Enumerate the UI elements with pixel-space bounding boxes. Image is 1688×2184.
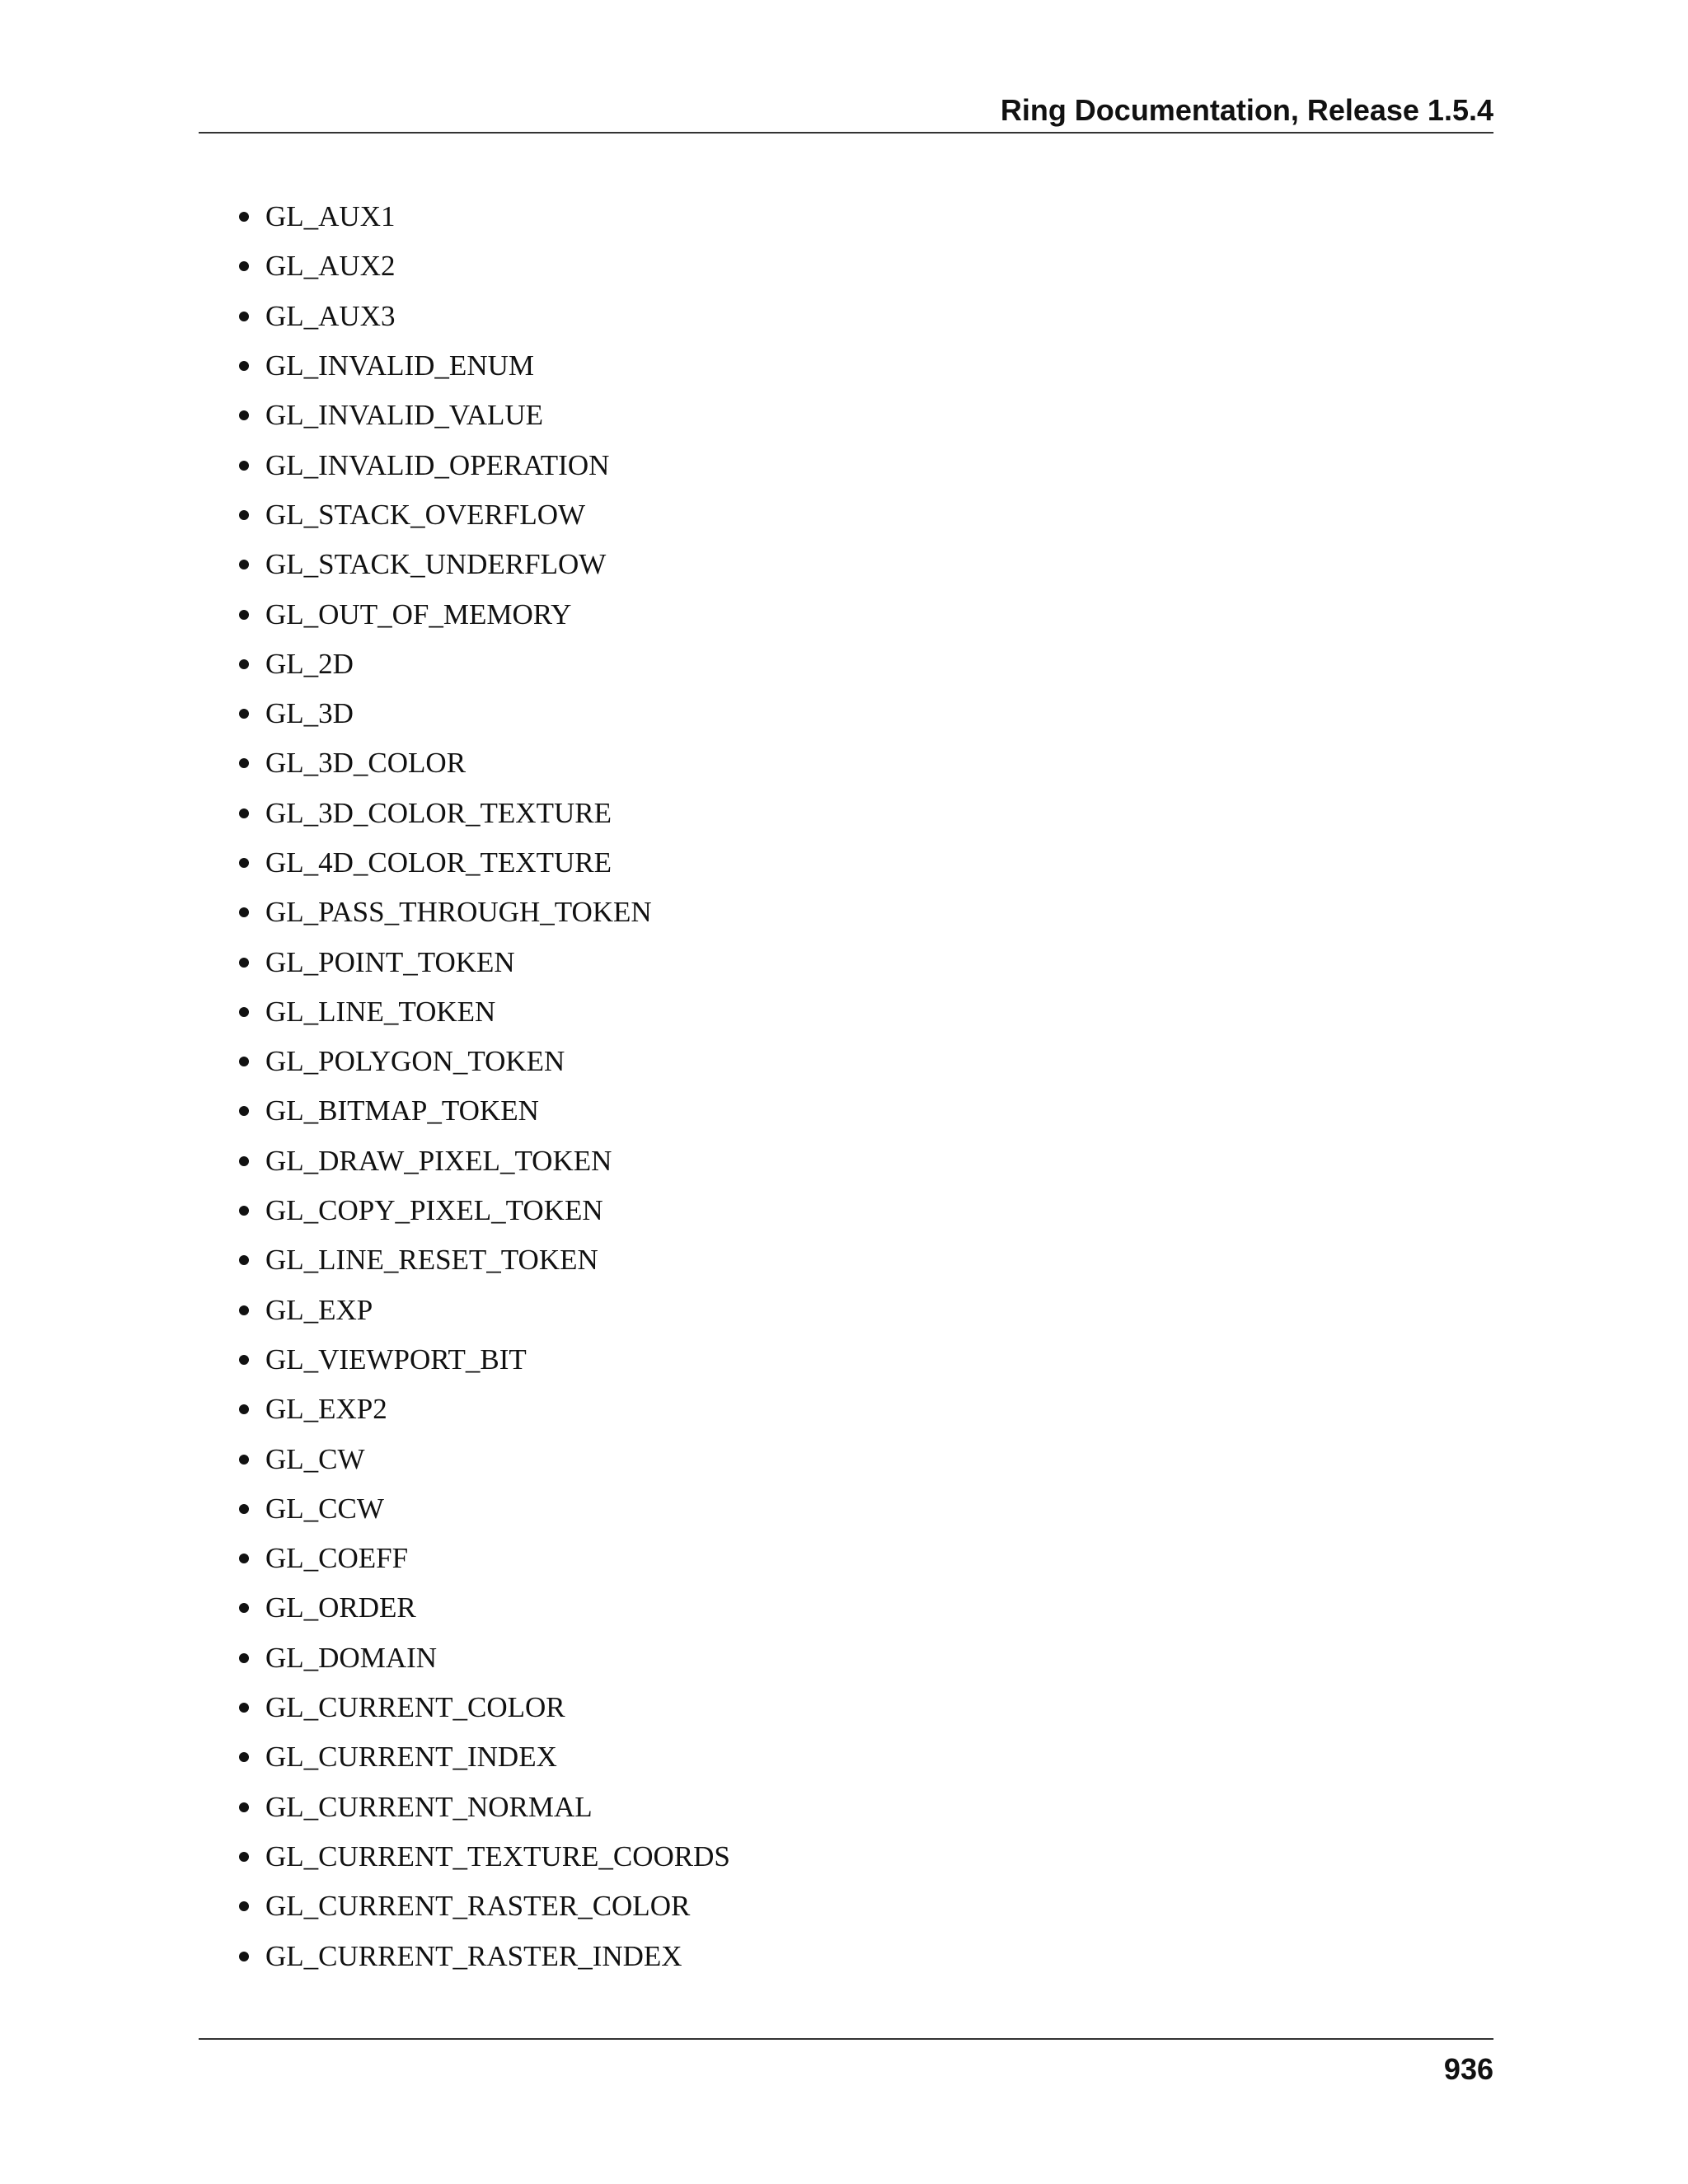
bullet-icon xyxy=(239,1404,249,1414)
bullet-icon xyxy=(239,709,249,719)
bullet-icon xyxy=(239,1156,249,1166)
constant-name: GL_ORDER xyxy=(265,1591,416,1624)
constant-name: GL_POINT_TOKEN xyxy=(265,945,515,978)
bullet-icon xyxy=(239,1355,249,1365)
constant-name: GL_STACK_OVERFLOW xyxy=(265,498,586,531)
list-item xyxy=(239,738,730,788)
list-item xyxy=(239,937,730,987)
list-item xyxy=(239,1882,730,1931)
list-item xyxy=(239,1534,730,1583)
constant-name: GL_AUX2 xyxy=(265,250,396,283)
constant-name: GL_2D xyxy=(265,647,354,680)
bullet-icon xyxy=(239,1057,249,1066)
bullet-icon xyxy=(239,361,249,371)
bullet-icon xyxy=(239,958,249,968)
bullet-icon xyxy=(239,461,249,471)
bullet-icon xyxy=(239,1703,249,1713)
constant-name: GL_COEFF xyxy=(265,1542,409,1575)
constant-name: GL_LINE_RESET_TOKEN xyxy=(265,1244,598,1277)
list-item xyxy=(239,1086,730,1136)
list-item xyxy=(239,292,730,341)
list-item xyxy=(239,1137,730,1186)
bullet-icon xyxy=(239,1305,249,1315)
constant-name: GL_3D_COLOR_TEXTURE xyxy=(265,796,612,829)
bullet-icon xyxy=(239,560,249,569)
list-item xyxy=(239,540,730,589)
bullet-icon xyxy=(239,858,249,868)
list-item xyxy=(239,1832,730,1882)
bullet-icon xyxy=(239,1504,249,1514)
constant-name: GL_3D_COLOR xyxy=(265,747,467,780)
constant-name: GL_COPY_PIXEL_TOKEN xyxy=(265,1194,603,1227)
list-item xyxy=(239,241,730,291)
list-item xyxy=(239,1484,730,1534)
list-item xyxy=(239,1434,730,1483)
list-item xyxy=(239,640,730,689)
constant-name: GL_3D xyxy=(265,697,354,730)
list-item xyxy=(239,789,730,838)
list-item xyxy=(239,1732,730,1782)
list-item xyxy=(239,589,730,639)
constant-name: GL_CURRENT_INDEX xyxy=(265,1741,557,1774)
bullet-icon xyxy=(239,1802,249,1812)
constant-name: GL_INVALID_ENUM xyxy=(265,349,534,382)
list-item xyxy=(239,341,730,391)
bullet-icon xyxy=(239,1653,249,1663)
bullet-icon xyxy=(239,659,249,669)
constant-name: GL_AUX3 xyxy=(265,299,396,332)
list-item xyxy=(239,987,730,1037)
constant-name: GL_CURRENT_COLOR xyxy=(265,1691,565,1724)
constant-name: GL_CURRENT_NORMAL xyxy=(265,1790,593,1823)
bullet-icon xyxy=(239,1255,249,1265)
constant-name: GL_OUT_OF_MEMORY xyxy=(265,598,572,630)
list-item xyxy=(239,838,730,888)
bullet-icon xyxy=(239,1455,249,1465)
list-item xyxy=(239,1037,730,1086)
list-item xyxy=(239,1583,730,1633)
constant-name: GL_CURRENT_TEXTURE_COORDS xyxy=(265,1840,730,1872)
bullet-icon xyxy=(239,212,249,222)
constant-name: GL_CURRENT_RASTER_INDEX xyxy=(265,1939,682,1972)
document-title: Ring Documentation, Release 1.5.4 xyxy=(1000,93,1493,127)
constant-name: GL_EXP2 xyxy=(265,1393,387,1426)
list-item xyxy=(239,1783,730,1832)
bullet-icon xyxy=(239,1901,249,1911)
list-item xyxy=(239,689,730,738)
bullet-icon xyxy=(239,1852,249,1862)
constants-list xyxy=(239,192,730,1981)
constant-name: GL_VIEWPORT_BIT xyxy=(265,1343,527,1376)
list-item xyxy=(239,192,730,241)
list-item xyxy=(239,1683,730,1732)
bullet-icon xyxy=(239,1007,249,1017)
constant-name: GL_DRAW_PIXEL_TOKEN xyxy=(265,1144,612,1177)
constant-name: GL_EXP xyxy=(265,1293,373,1326)
constant-name: GL_DOMAIN xyxy=(265,1641,438,1674)
bullet-icon xyxy=(239,1206,249,1216)
list-item xyxy=(239,490,730,540)
bullet-icon xyxy=(239,758,249,768)
bullet-icon xyxy=(239,1554,249,1563)
bullet-icon xyxy=(239,510,249,520)
page-number: 936 xyxy=(1443,2052,1493,2086)
list-item xyxy=(239,1186,730,1235)
constant-name: GL_POLYGON_TOKEN xyxy=(265,1045,565,1078)
constant-name: GL_BITMAP_TOKEN xyxy=(265,1094,539,1127)
bullet-icon xyxy=(239,1952,249,1961)
bullet-icon xyxy=(239,410,249,420)
constant-name: GL_CW xyxy=(265,1442,365,1475)
bullet-icon xyxy=(239,610,249,620)
list-item xyxy=(239,440,730,490)
list-item xyxy=(239,1633,730,1683)
bullet-icon xyxy=(239,312,249,321)
bullet-icon xyxy=(239,1603,249,1613)
constant-name: GL_4D_COLOR_TEXTURE xyxy=(265,846,612,879)
constant-name: GL_STACK_UNDERFLOW xyxy=(265,548,607,581)
constant-name: GL_CCW xyxy=(265,1492,384,1525)
constant-name: GL_INVALID_VALUE xyxy=(265,399,544,432)
bullet-icon xyxy=(239,1106,249,1116)
constant-name: GL_LINE_TOKEN xyxy=(265,995,496,1028)
bullet-icon xyxy=(239,907,249,917)
list-item xyxy=(239,888,730,937)
page-footer xyxy=(199,2038,1493,2086)
constant-name: GL_AUX1 xyxy=(265,200,396,233)
constant-name: GL_PASS_THROUGH_TOKEN xyxy=(265,896,652,929)
constant-name: GL_CURRENT_RASTER_COLOR xyxy=(265,1890,691,1923)
list-item xyxy=(239,1235,730,1285)
constant-name: GL_INVALID_OPERATION xyxy=(265,448,610,481)
list-item xyxy=(239,1286,730,1335)
bullet-icon xyxy=(239,1752,249,1762)
page-header xyxy=(199,91,1493,134)
bullet-icon xyxy=(239,808,249,818)
list-item xyxy=(239,1335,730,1385)
list-item xyxy=(239,391,730,440)
list-item xyxy=(239,1931,730,1980)
bullet-icon xyxy=(239,261,249,271)
list-item xyxy=(239,1385,730,1434)
